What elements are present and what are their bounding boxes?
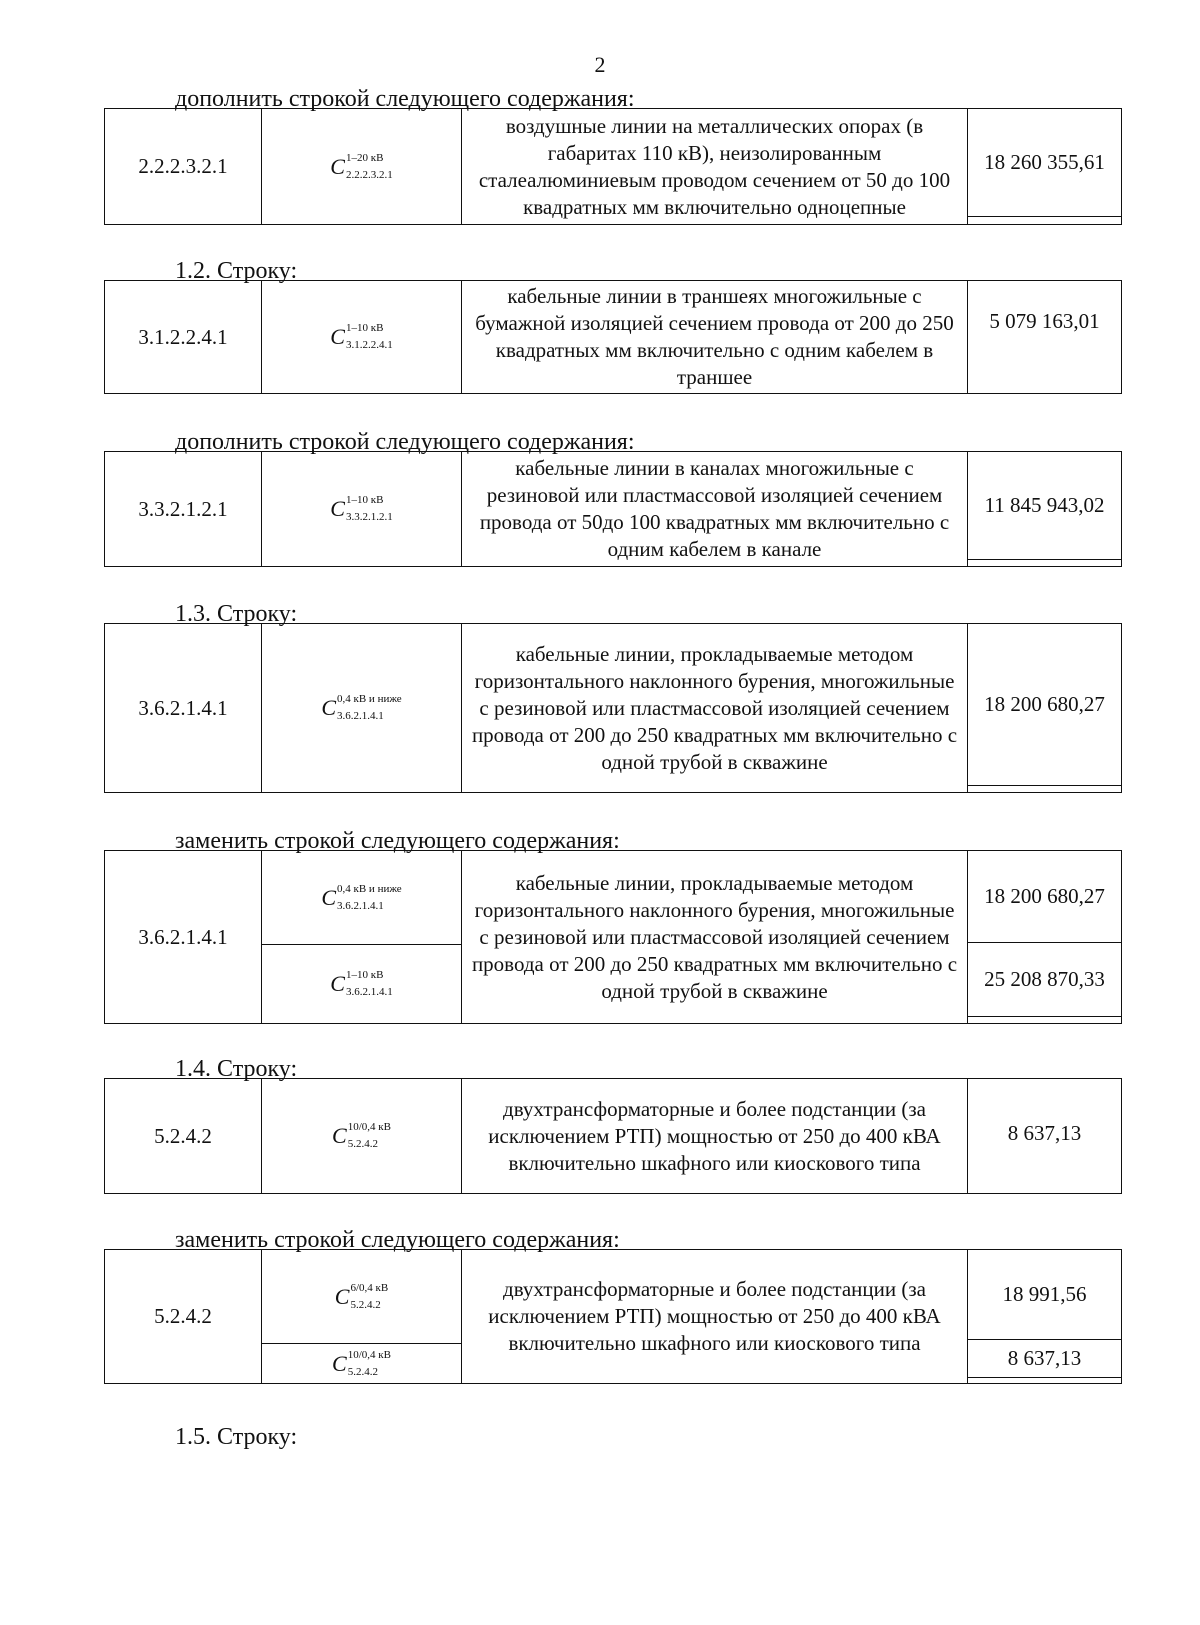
table-row [104,623,1122,793]
row-description: двухтрансформаторные и более подстанции (за исключением РТП) мощностью от 250 до 400 кВА включительно шкафного или киоскового типа [462,1079,968,1193]
tariff-formula: C 6/0,4 кВ 5.2.4.2 [334,1281,389,1311]
section-heading: дополнить строкой следующего содержания: [175,429,635,455]
table-row [104,451,1122,567]
row-code: 3.6.2.1.4.1 [105,851,262,1023]
row-code: 5.2.4.2 [105,1079,262,1193]
table-row [104,1078,1122,1194]
tariff-formula-cell [262,452,462,566]
tariff-formula: C 0,4 кВ и ниже 3.6.2.1.4.1 [321,882,402,912]
section-heading: заменить строкой следующего содержания: [175,828,620,854]
tariff-formula: C 1–20 кВ 2.2.2.3.2.1 [330,151,393,181]
section-heading: дополнить строкой следующего содержания: [175,86,635,112]
rate-value: 5 079 163,01 [989,308,1100,333]
table-row [104,1249,1122,1384]
rate-value: 11 845 943,02 [968,452,1121,560]
rate-value: 18 200 680,27 [968,851,1121,943]
row-description: кабельные линии, прокладываемые методом горизонтального наклонного бурения, многожильные с резиновой или пластмассовой изоляцией сечением провода от 200 до 250 квадратных мм включительно с одной трубой в скважине [462,624,968,792]
row-code: 3.6.2.1.4.1 [105,624,262,792]
rate-value: 25 208 870,33 [968,943,1121,1017]
tariff-formula-cell [262,281,462,393]
rate-value: 8 637,13 [1007,1120,1082,1145]
tariff-formula: C 0,4 кВ и ниже 3.6.2.1.4.1 [321,693,402,722]
section-heading: заменить строкой следующего содержания: [175,1227,620,1253]
section-heading: 1.5. Строку: [175,1424,298,1450]
section-heading: 1.3. Строку: [175,601,298,627]
rate-value-cell [968,1079,1121,1193]
rate-value: 18 991,56 [968,1250,1121,1340]
row-code: 3.1.2.2.4.1 [105,281,262,393]
table-row [104,850,1122,1024]
row-code: 3.3.2.1.2.1 [105,452,262,566]
rate-value-cell [968,109,1121,224]
tariff-formula: C 10/0,4 кВ 5.2.4.2 [332,1348,391,1378]
tariff-formula-cell [262,851,462,1023]
tariff-formula: C 1–10 кВ 3.3.2.1.2.1 [330,494,393,523]
section-heading: 1.2. Строку: [175,258,298,284]
tariff-formula-cell [262,1250,462,1383]
row-code: 5.2.4.2 [105,1250,262,1383]
rate-value-cell [968,851,1121,1023]
rate-value-cell [968,624,1121,792]
rate-value-cell [968,281,1121,393]
row-code: 2.2.2.3.2.1 [105,109,262,224]
rate-value: 8 637,13 [968,1340,1121,1378]
rate-value-cell [968,452,1121,566]
row-description: кабельные линии, прокладываемые методом горизонтального наклонного бурения, многожильные с резиновой или пластмассовой изоляцией сечением провода от 200 до 250 квадратных мм включительно с одной трубой в скважине [462,851,968,1023]
section-heading: 1.4. Строку: [175,1056,298,1082]
rate-value: 18 260 355,61 [968,109,1121,217]
rate-value: 18 200 680,27 [968,624,1121,786]
tariff-formula-cell [262,624,462,792]
table-row [104,108,1122,225]
table-row [104,280,1122,394]
tariff-formula: C 10/0,4 кВ 5.2.4.2 [332,1121,391,1150]
row-description: воздушные линии на металлических опорах (в габаритах 110 кВ), неизолированным сталеалюминиевым проводом сечением от 50 до 100 квадратных мм включительно одноцепные [462,109,968,224]
tariff-formula: C 1–10 кВ 3.1.2.2.4.1 [330,322,393,351]
row-description: кабельные линии в траншеях многожильные с бумажной изоляцией сечением провода от 200 до 250 квадратных мм включительно с одним кабелем в траншее [462,281,968,393]
tariff-formula: C 1–10 кВ 3.6.2.1.4.1 [330,969,393,998]
rate-value-cell [968,1250,1121,1383]
page-number: 2 [594,52,606,77]
row-description: кабельные линии в каналах многожильные с резиновой или пластмассовой изоляцией сечением провода от 50до 100 квадратных мм включительно с одним кабелем в канале [462,452,968,566]
tariff-formula-cell [262,1079,462,1193]
tariff-formula-cell [262,109,462,224]
row-description: двухтрансформаторные и более подстанции (за исключением РТП) мощностью от 250 до 400 кВА включительно шкафного или киоскового типа [462,1250,968,1383]
